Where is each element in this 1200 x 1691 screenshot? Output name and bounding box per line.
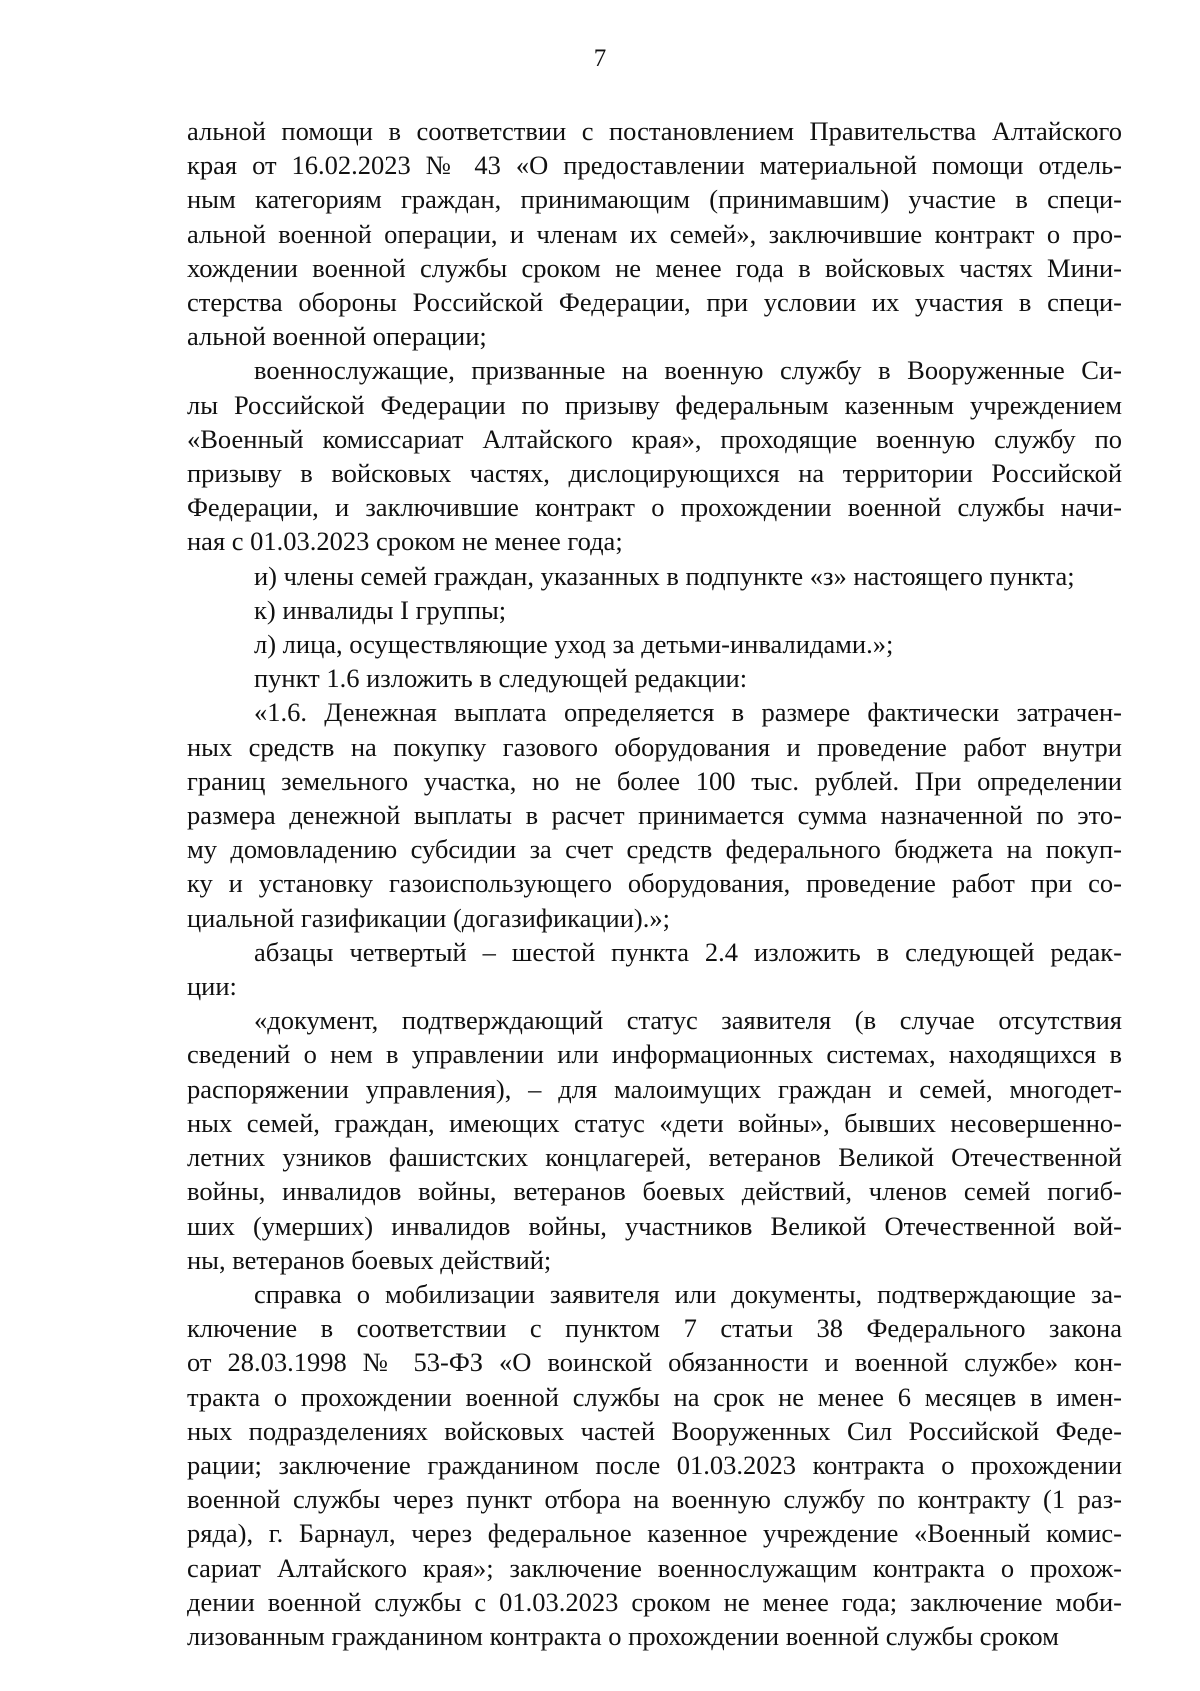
- text-line: ных семей, граждан, имеющих статус «дети войны», бывших несовершенно-: [187, 1107, 1122, 1138]
- text-line: хождении военной службы сроком не менее года в войсковых частях Мини-: [187, 252, 1122, 283]
- text-line: альной помощи в соответствии с постановлением Правительства Алтайского: [187, 116, 1122, 146]
- text-line: рации; заключение гражданином после 01.03.2023 контракта о прохождении: [187, 1449, 1122, 1480]
- paragraph: [187, 1277, 1122, 1653]
- text-line: призыву в войсковых частях, дислоцирующихся на территории Российской: [187, 458, 1122, 489]
- text-line: ряда), г. Барнаул, через федеральное казенное учреждение «Военный комис-: [187, 1518, 1122, 1549]
- text-line: лы Российской Федерации по призыву федеральным казенным учреждением: [187, 389, 1122, 420]
- text-line: ным категориям граждан, принимающим (принимавшим) участие в специ-: [187, 184, 1122, 215]
- text-line: Федерации, и заключившие контракт о прохождении военной службы начи-: [187, 492, 1122, 523]
- text-line: тракта о прохождении военной службы на срок не менее 6 месяцев в имен-: [187, 1381, 1122, 1412]
- text-line: и) члены семей граждан, указанных в подпункте «з» настоящего пункта;: [254, 560, 1075, 591]
- text-line: к) инвалиды I группы;: [254, 594, 507, 625]
- text-line: сведений о нем в управлении или информационных системах, находящихся в: [187, 1039, 1122, 1070]
- paragraph: [187, 593, 1122, 627]
- text-line: границ земельного участка, но не более 100 тыс. рублей. При определении: [187, 765, 1122, 796]
- text-line: дении военной службы с 01.03.2023 сроком не менее года; заключение моби-: [187, 1586, 1122, 1617]
- paragraph: [187, 1003, 1122, 1277]
- text-line: ших (умерших) инвалидов войны, участников Великой Отечественной вой-: [187, 1210, 1122, 1241]
- text-line: циальной газификации (догазификации).»;: [187, 902, 670, 933]
- paragraph: [187, 353, 1122, 558]
- document-body: [187, 114, 1122, 1653]
- text-line: ции:: [187, 971, 237, 1002]
- text-line: л) лица, осуществляющие уход за детьми-инвалидами.»;: [254, 629, 894, 660]
- text-line: лизованным гражданином контракта о прохождении военной службы сроком: [187, 1620, 1059, 1651]
- text-line: военной службы через пункт отбора на военную службу по контракту (1 раз-: [187, 1484, 1122, 1515]
- text-line: стерства обороны Российской Федерации, при условии их участия в специ-: [187, 287, 1122, 318]
- text-line: края от 16.02.2023 № 43 «О предоставлении материальной помощи отдель-: [187, 150, 1122, 181]
- text-line: ных средств на покупку газового оборудования и проведение работ внутри: [187, 731, 1122, 762]
- text-line: военнослужащие, призванные на военную службу в Вооруженные Си-: [254, 355, 1122, 386]
- text-line: абзацы четвертый – шестой пункта 2.4 изложить в следующей редак-: [254, 936, 1122, 967]
- paragraph: [187, 935, 1122, 1003]
- text-line: ку и установку газоиспользующего оборудования, проведение работ при со-: [187, 868, 1122, 899]
- paragraph: [187, 661, 1122, 695]
- text-line: ная с 01.03.2023 сроком не менее года;: [187, 526, 623, 557]
- text-line: распоряжении управления), – для малоимущих граждан и семей, многодет-: [187, 1073, 1122, 1104]
- text-line: «1.6. Денежная выплата определяется в размере фактически затрачен-: [254, 697, 1122, 728]
- text-line: размера денежной выплаты в расчет принимается сумма назначенной по это-: [187, 800, 1122, 831]
- text-line: войны, инвалидов войны, ветеранов боевых действий, членов семей погиб-: [187, 1176, 1122, 1207]
- text-line: справка о мобилизации заявителя или документы, подтверждающие за-: [254, 1278, 1122, 1309]
- text-line: ключение в соответствии с пунктом 7 статьи 38 Федерального закона: [187, 1313, 1122, 1344]
- text-line: альной военной операции;: [187, 321, 487, 352]
- page-number: 7: [593, 45, 607, 72]
- paragraph: [187, 114, 1122, 353]
- text-line: му домовладению субсидии за счет средств федерального бюджета на покуп-: [187, 834, 1122, 865]
- text-line: летних узников фашистских концлагерей, ветеранов Великой Отечественной: [187, 1142, 1122, 1173]
- text-line: пункт 1.6 изложить в следующей редакции:: [254, 663, 748, 694]
- text-line: альной военной операции, и членам их семей», заключившие контракт о про-: [187, 218, 1122, 249]
- paragraph: [187, 627, 1122, 661]
- text-line: сариат Алтайского края»; заключение военнослужащим контракта о прохож-: [187, 1552, 1122, 1583]
- text-line: ны, ветеранов боевых действий;: [187, 1244, 552, 1275]
- text-line: от 28.03.1998 № 53-ФЗ «О воинской обязанности и военной службе» кон-: [187, 1347, 1122, 1378]
- text-line: ных подразделениях войсковых частей Вооруженных Сил Российской Феде-: [187, 1415, 1122, 1446]
- text-line: «документ, подтверждающий статус заявителя (в случае отсутствия: [254, 1005, 1122, 1036]
- paragraph: [187, 559, 1122, 593]
- text-line: «Военный комиссариат Алтайского края», проходящие военную службу по: [187, 423, 1122, 454]
- paragraph: [187, 695, 1122, 934]
